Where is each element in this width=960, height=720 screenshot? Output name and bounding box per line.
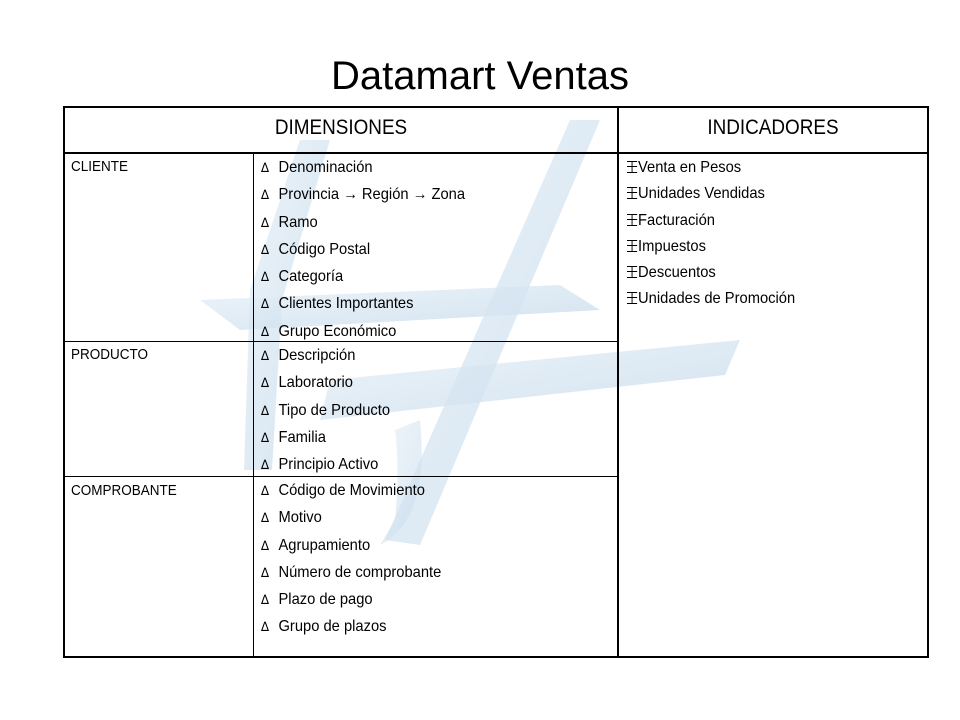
list-item: ∆ Código de Movimiento (261, 478, 441, 505)
list-item: ∆ Descripción (261, 343, 390, 370)
list-item: Venta en Pesos (627, 155, 795, 181)
list-item: ∆ Número de comprobante (261, 560, 441, 587)
delta-icon: ∆ (261, 511, 270, 527)
delta-icon: ∆ (261, 324, 270, 340)
delta-icon: ∆ (261, 242, 270, 258)
boxed-plus-icon (627, 161, 637, 173)
list-item: ∆ Familia (261, 425, 390, 452)
list-item: ∆ Plazo de pago (261, 587, 441, 614)
list-item: ∆ Categoría (261, 264, 465, 291)
list-item: Unidades Vendidas (627, 181, 795, 207)
list-item: ∆ Agrupamiento (261, 533, 441, 560)
list-item: ∆ Clientes Importantes (261, 291, 465, 318)
delta-icon: ∆ (261, 188, 270, 204)
delta-icon: ∆ (261, 270, 270, 286)
delta-icon: ∆ (261, 430, 270, 446)
boxed-plus-icon (627, 187, 637, 199)
delta-icon: ∆ (261, 484, 270, 499)
boxed-plus-icon (627, 240, 637, 252)
indicators-header: INDICADORES (707, 116, 839, 139)
list-item: ∆ Tipo de Producto (261, 398, 390, 425)
boxed-plus-icon (627, 266, 637, 278)
list-item: ∆ Laboratorio (261, 370, 390, 397)
list-item: Impuestos (627, 234, 795, 260)
delta-icon: ∆ (261, 565, 270, 581)
delta-icon: ∆ (261, 593, 270, 609)
list-item: ∆ Principio Activo (261, 452, 390, 479)
boxed-plus-icon (627, 214, 637, 226)
producto-attributes (261, 343, 401, 479)
list-item: Unidades de Promoción (627, 286, 795, 312)
column-divider-main (617, 108, 619, 656)
delta-icon: ∆ (261, 349, 270, 364)
delta-icon: ∆ (261, 215, 270, 231)
dimension-label-producto: PRODUCTO (71, 346, 149, 363)
list-item: Facturación (627, 208, 795, 234)
dimension-label-comprobante: COMPROBANTE (71, 482, 177, 499)
cliente-attributes (261, 155, 483, 346)
datamart-table (63, 106, 929, 658)
boxed-plus-icon (627, 292, 637, 304)
delta-icon: ∆ (261, 297, 270, 313)
delta-icon: ∆ (261, 161, 270, 176)
comprobante-attributes (261, 478, 457, 642)
delta-icon: ∆ (261, 458, 270, 474)
delta-icon: ∆ (261, 620, 270, 636)
delta-icon: ∆ (261, 376, 270, 392)
delta-icon: ∆ (261, 403, 270, 419)
list-item: ∆ Código Postal (261, 237, 465, 264)
list-item: ∆ Denominación (261, 155, 465, 182)
column-divider-dimension (253, 154, 254, 656)
dimensions-header: DIMENSIONES (274, 116, 408, 139)
list-item: Descuentos (627, 260, 795, 286)
list-item: ∆ Grupo Económico (261, 319, 465, 346)
list-item: ∆ Ramo (261, 210, 465, 237)
dimension-label-cliente: CLIENTE (71, 158, 129, 175)
list-item: ∆ Motivo (261, 505, 441, 532)
list-item: ∆ Provincia → Región → Zona (261, 182, 465, 209)
delta-icon: ∆ (261, 538, 270, 554)
page-title: Datamart Ventas (331, 54, 629, 98)
indicators-list (627, 155, 810, 313)
list-item: ∆ Grupo de plazos (261, 614, 441, 641)
